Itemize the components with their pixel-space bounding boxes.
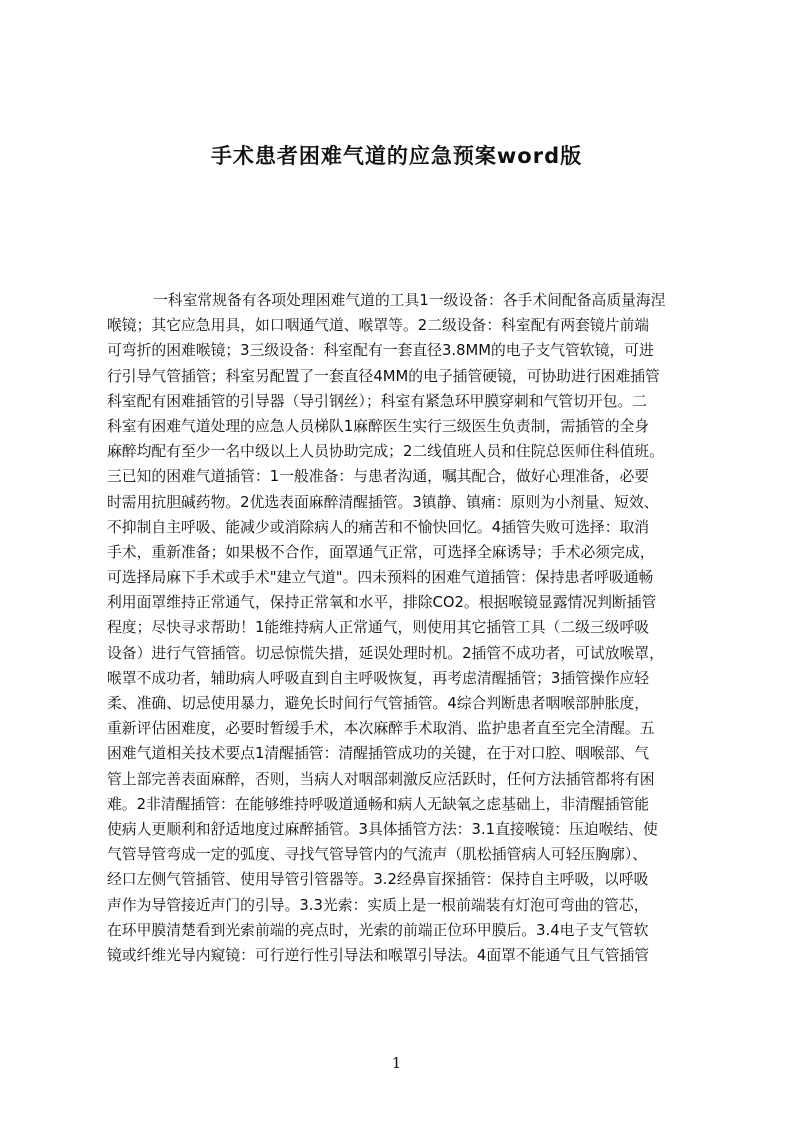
page-number: 1 — [391, 1054, 402, 1072]
text-line: 在环甲膜清楚看到光索前端的亮点时，光索的前端正位环甲膜后。3.4电子支气管软 — [107, 921, 649, 939]
text-line: 喉罩不成功者，辅助病人呼吸直到自主呼吸恢复，再考虑清醒插管；3插管操作应轻 — [107, 669, 650, 687]
text-line: 难。2非清醒插管：在能够维持呼吸道通畅和病人无缺氧之虑基础上，非清醒插管能 — [107, 795, 650, 813]
text-line: 镜或纤维光导内窥镜：可行逆行性引导法和喉罩引导法。4面罩不能通气且气管插管 — [107, 946, 650, 964]
text-line: 时需用抗胆碱药物。2优选表面麻醉清醒插管。3镇静、镇痛：原则为小剂量、短效、 — [107, 493, 659, 511]
text-line: 利用面罩维持正常通气，保持正常氧和水平，排除CO2。根据喉镜显露情况判断插管 — [107, 594, 657, 612]
text-line: 喉镜；其它应急用具，如口咽通气道、喉罩等。2二级设备：科室配有两套镜片前端 — [107, 317, 650, 335]
text-line: 科室配有困难插管的引导器（导引钢丝）；科室有紧急环甲膜穿刺和气管切开包。二 — [107, 392, 648, 410]
text-line: 不抑制自主呼吸、能减少或消除病人的痛苦和不愉快回忆。4插管失败可选择：取消 — [107, 518, 650, 536]
text-line: 麻醉均配有至少一名中级以上人员协助完成；2二线值班人员和住院总医师住科值班。 — [107, 443, 664, 461]
text-line: 三已知的困难气道插管：1一般准备：与患者沟通，嘱其配合，做好心理准备，必要 — [107, 468, 650, 486]
text-line: 可弯折的困难喉镜；3三级设备：科室配有一套直径3.8MM的电子支气管软镜，可进 — [107, 342, 654, 360]
text-line: 设备）进行气管插管。切忌惊慌失措，延误处理时机。2插管不成功者，可试放喉罩， — [107, 644, 664, 662]
text-line: 可选择局麻下手术或手术"建立气道"。四未预料的困难气道插管：保持患者呼吸通畅 — [107, 569, 654, 587]
text-line: 管上部完善表面麻醉，否则，当病人对咽部刺激反应活跃时，任何方法插管都将有困 — [107, 770, 655, 788]
text-line: 一科室常规备有各项处理困难气道的工具1一级设备：各手术间配备高质量海涅 — [153, 292, 666, 309]
text-line: 声作为导管接近声门的引导。3.3光索：实质上是一根前端装有灯泡可弯曲的管芯， — [107, 896, 649, 914]
text-line: 手术，重新准备；如果极不合作，面罩通气正常，可选择全麻诱导；手术必须完成， — [107, 543, 655, 561]
text-line: 重新评估困难度，必要时暂缓手术，本次麻醉手术取消、监护患者直至完全清醒。五 — [107, 720, 655, 738]
text-line: 气管导管弯成一定的弧度、寻找气管导管内的气流声（肌松插管病人可轻压胸廓）、 — [107, 846, 648, 864]
text-line: 困难气道相关技术要点1清醒插管：清醒插管成功的关键，在于对口腔、咽喉部、气 — [107, 745, 650, 763]
text-line: 行引导气管插管；科室另配置了一套直径4MM的电子插管硬镜，可协助进行困难插管 — [107, 367, 660, 385]
text-line: 柔、准确、切忌使用暴力，避免长时间行气管插管。4综合判断患者咽喉部肿胀度， — [107, 695, 650, 712]
text-line: 经口左侧气管插管、使用导管引管器等。3.2经鼻盲探插管：保持自主呼吸，以呼吸 — [107, 871, 649, 889]
page-title: 手术患者困难气道的应急预案word版 — [210, 144, 583, 168]
text-line: 使病人更顺利和舒适地度过麻醉插管。3具体插管方法：3.1直接喉镜：压迫喉结、使 — [107, 820, 658, 838]
body-text — [107, 288, 697, 1033]
text-line: 科室有困难气道处理的应急人员梯队1麻醉医生实行三级医生负责制，需插管的全身 — [107, 417, 650, 435]
text-line: 程度；尽快寻求帮助！1能维持病人正常通气，则使用其它插管工具（二级三级呼吸 — [107, 619, 650, 637]
